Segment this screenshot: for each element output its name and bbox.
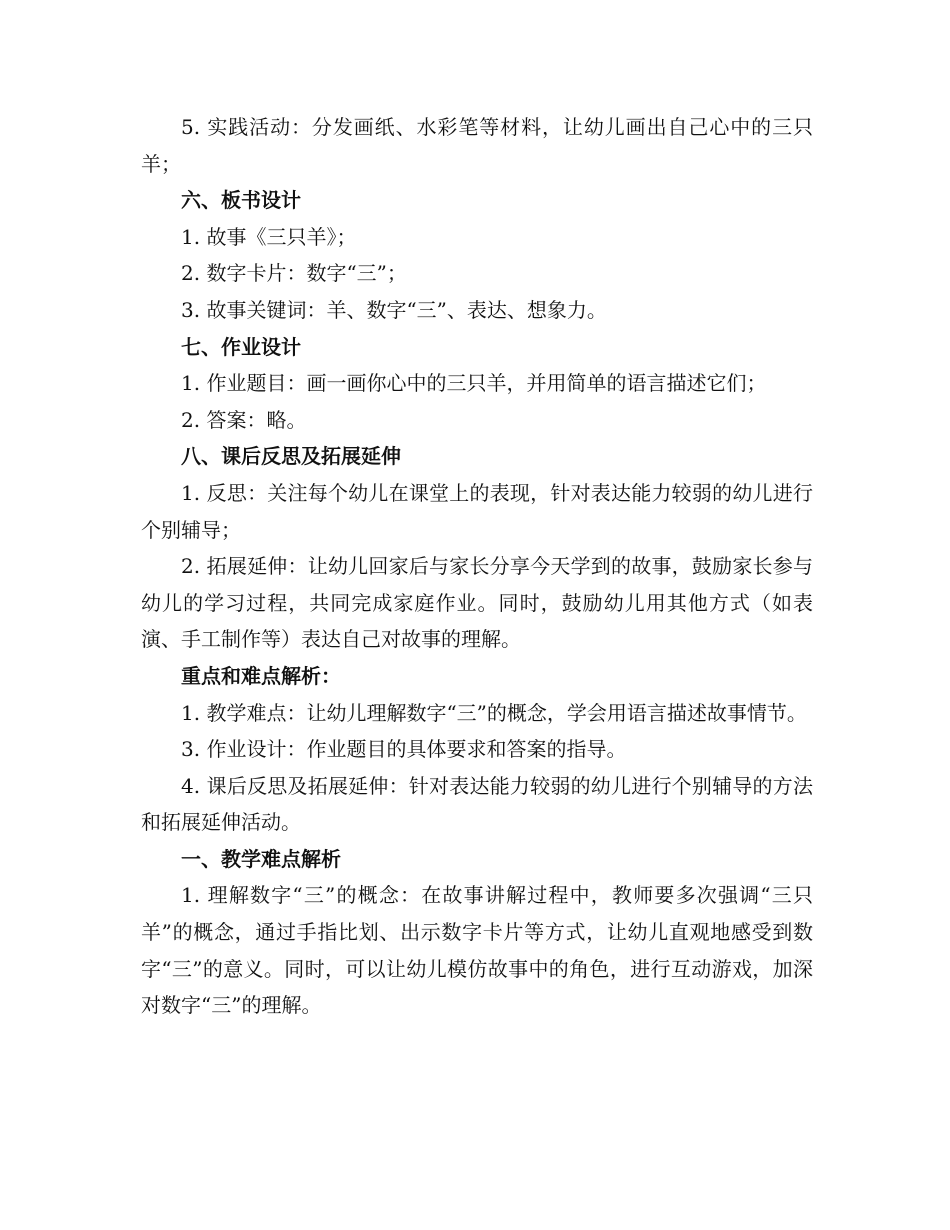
paragraph-reflection: 1. 反思：关注每个幼儿在课堂上的表现，针对表达能力较弱的幼儿进行个别辅导； [141, 480, 813, 542]
heading-difficulty-analysis: 一、教学难点解析 [181, 846, 341, 871]
paragraph-board-item-1: 1. 故事《三只羊》； [181, 224, 357, 249]
heading-key-difficult-points: 重点和难点解析： [181, 663, 341, 688]
heading-reflection-extension: 八、课后反思及拓展延伸 [181, 444, 401, 469]
paragraph-board-item-3: 3. 故事关键词：羊、数字“三”、表达、想象力。 [181, 297, 607, 322]
paragraph-difficulty-3: 3. 作业设计：作业题目的具体要求和答案的指导。 [181, 737, 627, 762]
document-page [141, 109, 813, 1024]
heading-homework-design: 七、作业设计 [181, 334, 301, 359]
paragraph-extension: 2. 拓展延伸：让幼儿回家后与家长分享今天学到的故事，鼓励家长参与幼儿的学习过程，共同完成家庭作业。同时，鼓励幼儿用其他方式（如表演、手工制作等）表达自己对故事的理解。 [141, 554, 813, 652]
heading-board-design: 六、板书设计 [181, 188, 301, 213]
paragraph-homework-item-1: 1. 作业题目：画一画你心中的三只羊，并用简单的语言描述它们； [181, 371, 767, 396]
paragraph-difficulty-1: 1. 教学难点：让幼儿理解数字“三”的概念，学会用语言描述故事情节。 [181, 700, 807, 725]
paragraph-practice-activity: 5. 实践活动：分发画纸、水彩笔等材料，让幼儿画出自己心中的三只羊； [141, 115, 813, 176]
paragraph-homework-item-2: 2. 答案：略。 [181, 407, 307, 432]
paragraph-difficulty-4: 4. 课后反思及拓展延伸：针对表达能力较弱的幼儿进行个别辅导的方法和拓展延伸活动。 [141, 773, 813, 835]
paragraph-understand-number-three: 1. 理解数字“三”的概念：在故事讲解过程中，教师要多次强调“三只羊”的概念，通过手指比划、出示数字卡片等方式，让幼儿直观地感受到数字“三”的意义。同时，可以让幼儿模仿故事中的角色，进行互动游戏，加深对数字“三”的理解。 [141, 883, 813, 1018]
paragraph-board-item-2: 2. 数字卡片：数字“三”； [181, 261, 407, 286]
